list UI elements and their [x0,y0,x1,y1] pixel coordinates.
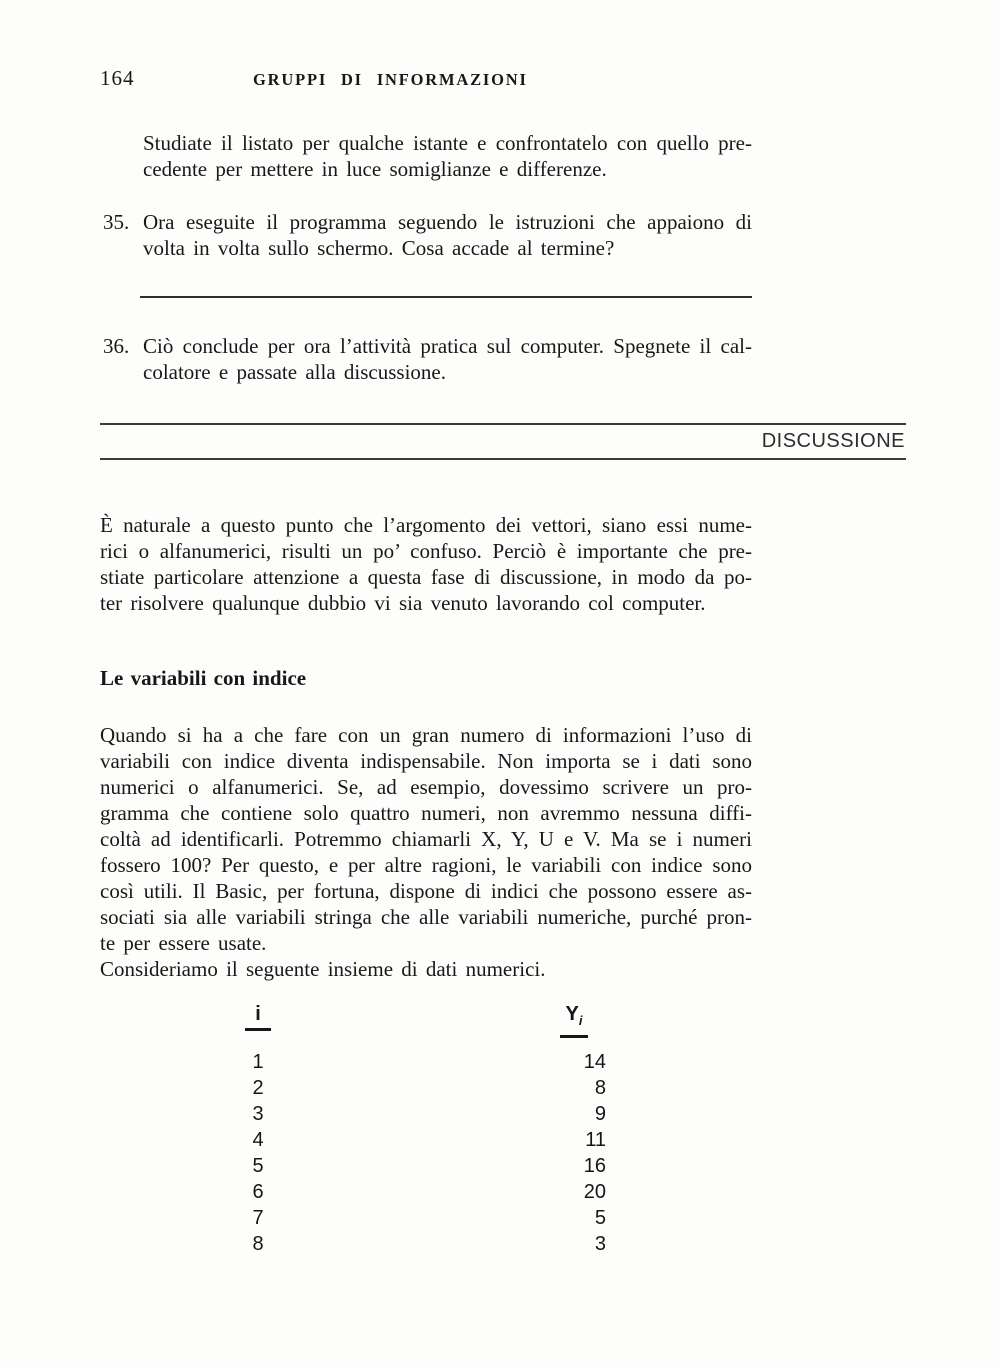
text-line: ter risolvere qualunque dubbio vi sia venuto lavorando col computer. [100,591,706,615]
table-row [230,1153,606,1179]
item-number: 36. [103,334,130,358]
text-line: volta in volta sullo schermo. Cosa accade al termine? [143,236,615,260]
table-cell-value: 14 [583,1051,606,1073]
subsection-paragraph [100,722,752,956]
table-lead-in: Consideriamo il seguente insieme di dati numerici. [100,957,546,981]
table-row [230,1075,606,1101]
table-row [230,1179,606,1205]
text-line: coltà ad identificarli. Potremmo chiamarli X, Y, U e V. Ma se i numeri [100,827,752,851]
text-line: Quando si ha a che fare con un gran numero di informazioni l’uso di [100,723,752,747]
text-line: sociati sia alle variabili stringa che alle variabili numeriche, purché pron- [100,905,752,929]
table-cell-index: 5 [252,1155,264,1177]
table-cell-index: 4 [252,1129,264,1151]
table-cell-index: 6 [252,1181,264,1203]
text-line: gramma che contiene solo quattro numeri, non avremmo nessuna diffi- [100,801,752,825]
discussion-paragraph [100,512,752,616]
section-rule-bottom [100,458,906,460]
item-text [143,333,752,385]
numbered-item-35 [100,209,752,261]
item-number: 35. [103,210,130,234]
text-line: stiate particolare attenzione a questa fase di discussione, in modo da po- [100,565,752,589]
table-cell-index: 3 [252,1103,264,1125]
table-cell-index: 7 [252,1207,264,1229]
table-row [230,1127,606,1153]
text-line: numerici o alfanumerici. Se, ad esempio, dovessimo scrivere un pro- [100,775,752,799]
text-line: variabili con indice diventa indispensabile. Non importa se i dati sono [100,749,752,773]
text-line: colatore e passate alla discussione. [143,360,446,384]
table-cell-value: 8 [594,1077,606,1099]
intro-paragraph [143,130,752,182]
table-row [230,1049,606,1075]
item-text [143,209,752,261]
table-cell-value: 5 [594,1207,606,1229]
table-cell-index: 8 [252,1233,264,1255]
text-line: te per essere usate. [100,931,267,955]
table-cell-index: 2 [252,1077,264,1099]
table-cell-value: 3 [594,1233,606,1255]
data-table-header [230,1002,606,1038]
table-cell-index: 1 [252,1051,264,1073]
text-line: rici o alfanumerici, risulti un po’ confuso. Perciò è importante che pre- [100,539,752,563]
table-cell-value: 11 [585,1129,606,1151]
data-table-body [230,1049,606,1257]
table-row [230,1101,606,1127]
column-header-i: i [230,1002,286,1038]
data-table [230,1002,606,1257]
text-line: così utili. Il Basic, per fortuna, dispone di indici che possono essere as- [100,879,752,903]
table-cell-value: 9 [594,1103,606,1125]
text-line: cedente per mettere in luce somiglianze e differenze. [143,157,607,181]
table-row [230,1231,606,1257]
text-line: È naturale a questo punto che l’argomento dei vettori, siano essi nume- [100,513,752,537]
page-number: 164 [100,66,135,90]
running-header: GRUPPI DI INFORMAZIONI [253,70,528,89]
table-cell-value: 16 [583,1155,606,1177]
text-line: Ciò conclude per ora l’attività pratica sul computer. Spegnete il cal- [143,334,752,358]
text-line: Ora eseguite il programma seguendo le istruzioni che appaiono di [143,210,752,234]
text-line: Studiate il listato per qualche istante e confrontatelo con quello pre- [143,131,752,155]
text-line: fossero 100? Per questo, e per altre ragioni, le variabili con indice sono [100,853,752,877]
subsection-heading: Le variabili con indice [100,666,307,690]
table-row [230,1205,606,1231]
answer-blank-line [140,296,752,298]
numbered-item-36 [100,333,752,385]
section-banner-label: DISCUSSIONE [761,430,905,452]
table-cell-value: 20 [583,1181,606,1203]
section-rule-top [100,423,906,425]
column-header-yi: $Y_i$ [542,1002,606,1038]
